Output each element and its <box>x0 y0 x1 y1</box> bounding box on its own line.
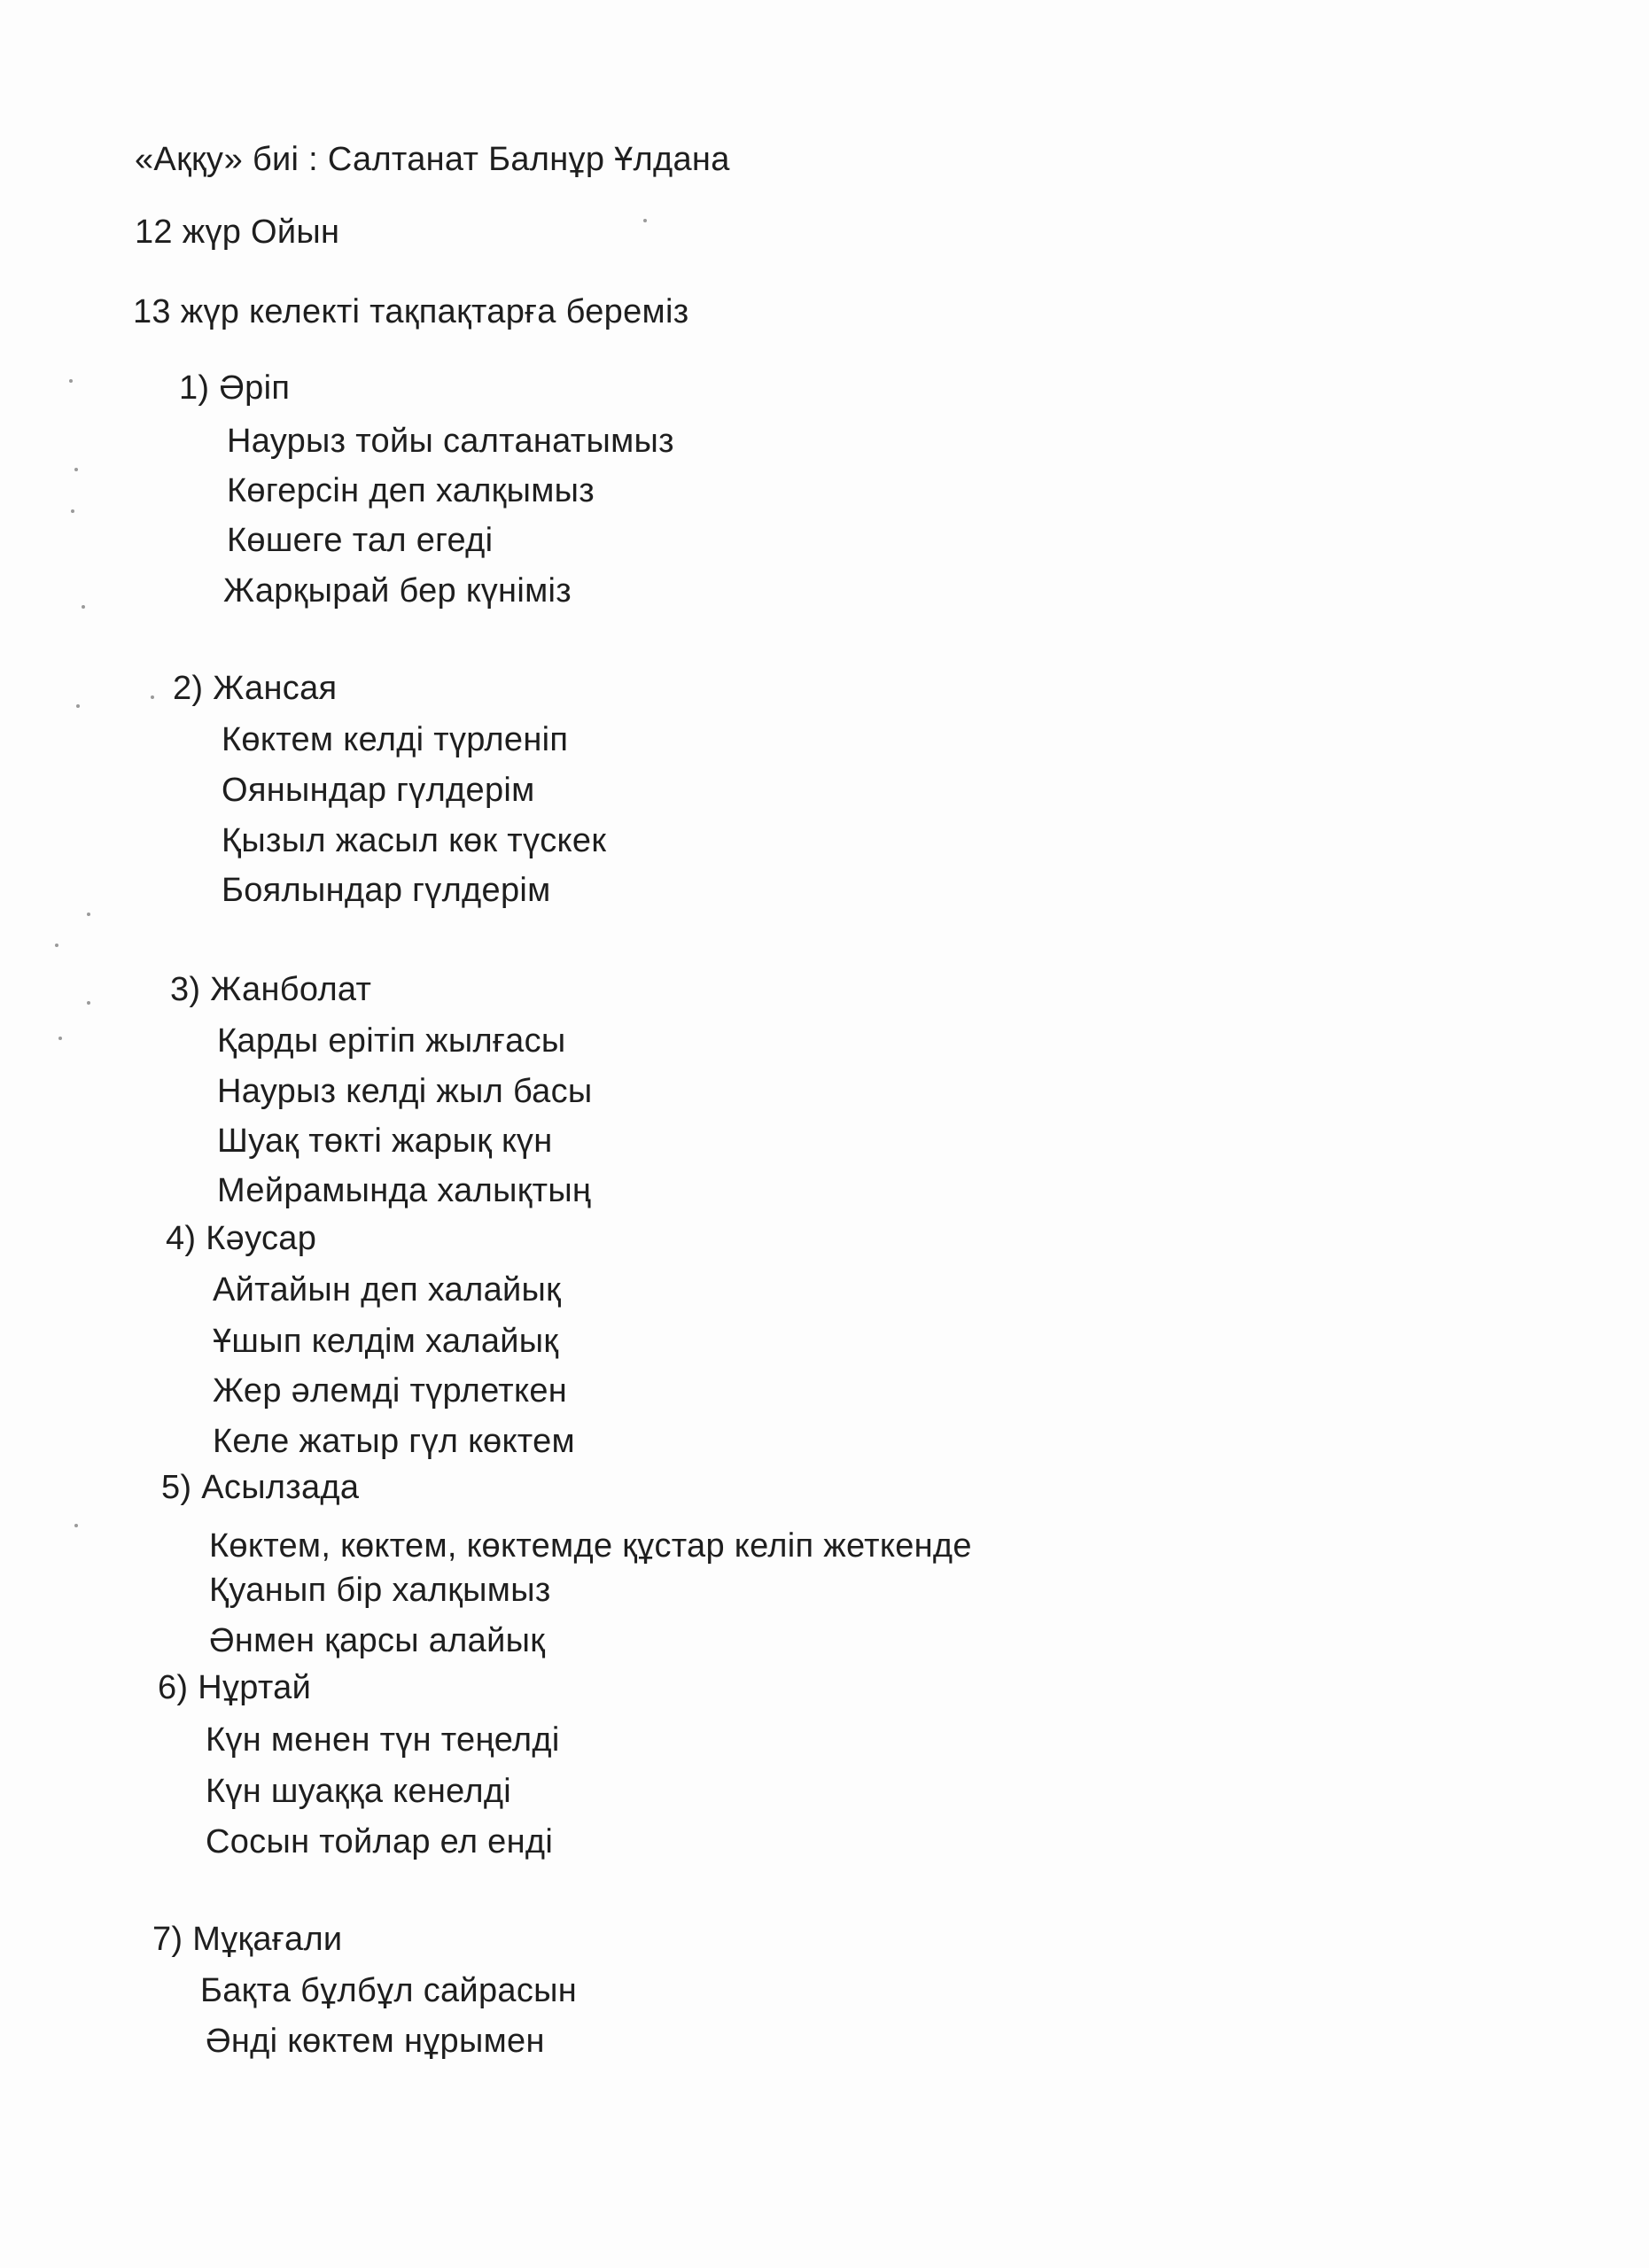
scan-speck <box>643 219 647 222</box>
section-4-heading: 4) Кәусар <box>166 1220 317 1257</box>
section-3-line: Мейрамында халықтың <box>217 1172 592 1209</box>
section-6-line: Күн менен түн теңелді <box>206 1721 560 1759</box>
document-title: «Аққу» биі : Салтанат Балнұр Ұлдана <box>135 141 730 178</box>
section-6-heading: 6) Нұртай <box>158 1669 312 1706</box>
section-4-line: Ұшып келдім халайық <box>213 1323 559 1360</box>
scan-speck <box>74 1524 78 1527</box>
scan-speck <box>87 913 90 916</box>
section-5-line: Көктем, көктем, көктемде құстар келіп жеткенде <box>209 1527 972 1565</box>
section-5-line: Әнмен қарсы алайық <box>209 1622 546 1659</box>
section-1-line: Наурыз тойы салтанатымыз <box>227 423 674 460</box>
section-1-line: Жарқырай бер күніміз <box>223 572 572 610</box>
scan-speck <box>82 605 85 609</box>
section-2-line: Көктем келді түрленіп <box>222 721 569 758</box>
section-3-line: Наурыз келді жыл басы <box>217 1073 593 1110</box>
scan-speck <box>74 468 78 471</box>
scan-speck <box>76 704 80 708</box>
section-2-line: Қызыл жасыл көк түскек <box>222 822 607 859</box>
section-3-line: Шуақ төкті жарық күн <box>217 1122 553 1160</box>
section-2-line: Оянындар гүлдерім <box>222 772 535 809</box>
section-4-line: Келе жатыр гүл көктем <box>213 1423 575 1460</box>
line-13: 13 жүр келекті тақпақтарға береміз <box>133 293 689 330</box>
section-1-line: Көшеге тал егеді <box>227 522 494 559</box>
scan-speck <box>71 509 74 513</box>
section-2-heading: 2) Жансая <box>173 670 338 707</box>
section-1-heading: 1) Әріп <box>179 369 291 407</box>
scan-speck <box>58 1037 62 1040</box>
section-4-line: Жер әлемді түрлеткен <box>213 1372 568 1410</box>
scan-speck <box>151 695 154 699</box>
scan-speck <box>55 944 58 947</box>
section-6-line: Күн шуаққа кенелді <box>206 1773 512 1810</box>
line-12: 12 жүр Ойын <box>135 214 340 251</box>
section-1-line: Көгерсін деп халқымыз <box>227 472 595 509</box>
section-5-heading: 5) Асылзада <box>161 1469 360 1506</box>
section-5-line: Қуанып бір халқымыз <box>209 1572 551 1609</box>
section-7-line: Әнді көктем нұрымен <box>206 2023 545 2060</box>
section-3-heading: 3) Жанболат <box>170 971 372 1008</box>
section-7-heading: 7) Мұқағали <box>152 1921 343 1958</box>
section-7-line: Бақта бұлбұл сайрасын <box>200 1972 578 2009</box>
scan-speck <box>87 1001 90 1005</box>
section-4-line: Айтайын деп халайық <box>213 1271 562 1309</box>
section-6-line: Сосын тойлар ел енді <box>206 1823 554 1860</box>
scan-speck <box>69 379 73 383</box>
section-3-line: Қарды ерітіп жылғасы <box>217 1022 566 1060</box>
section-2-line: Боялындар гүлдерім <box>222 872 551 909</box>
